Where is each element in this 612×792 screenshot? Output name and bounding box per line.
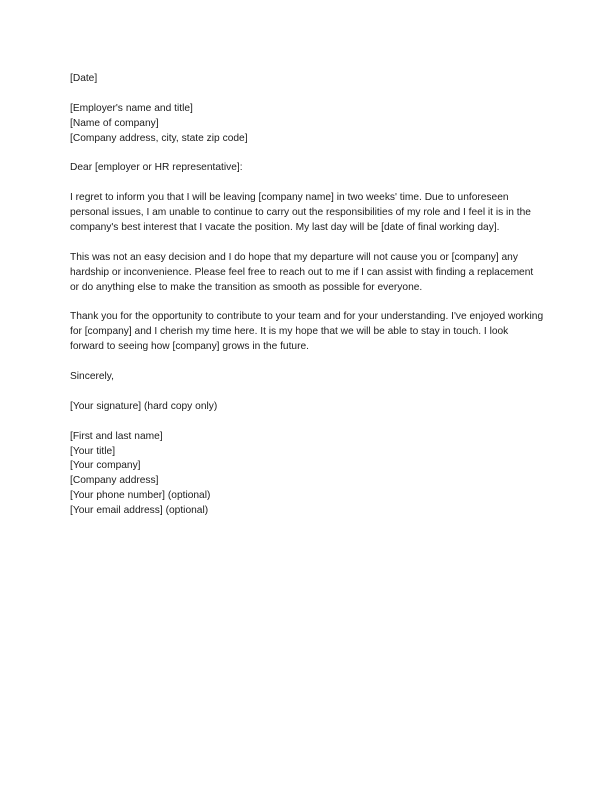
salutation-line: Dear [employer or HR representative]: [70,162,243,174]
signature-placeholder-line: [Your signature] (hard copy only) [70,400,218,412]
recipient-address-block [70,102,544,147]
body-paragraph-3 [70,310,544,355]
sender-phone-number: [Your phone number] (optional) [70,490,211,502]
salutation-block [70,161,544,176]
date-line: [Date] [70,73,98,84]
signature-block [70,400,544,415]
recipient-company-name: [Name of company] [70,117,159,129]
body-paragraph-2 [70,251,544,296]
sender-full-name: [First and last name] [70,430,163,442]
body-paragraph-1 [70,191,544,236]
closing-line: Sincerely, [70,371,114,383]
body-paragraph-2-text: This was not an easy decision and I do hope that my departure will not cause you or [company] any hardship or inconvenience. Please feel free to reach out to me if I can assist with finding a replacement or do anything else to make the transition as smooth as possible for everyone. [70,251,534,293]
recipient-name-and-title: [Employer's name and title] [70,102,193,114]
recipient-company-address: [Company address, city, state zip code] [70,132,248,144]
body-paragraph-1-text: I regret to inform you that I will be leaving [company name] in two weeks' time. Due to unforeseen personal issues, I am unable to continue to carry out the responsibilities of my role and I feel it is in the company's best interest that I vacate the position. My last day will be [date of final working day]. [70,192,531,234]
sender-email-address: [Your email address] (optional) [70,505,209,517]
sender-title: [Your title] [70,445,116,457]
closing-block [70,370,544,385]
sender-details-block [70,430,544,519]
body-paragraph-3-text: Thank you for the opportunity to contribute to your team and for your understanding. I've enjoyed working for [company] and I cherish my time here. It is my hope that we will be able to stay in touch. I look forward to seeing how [company] grows in the future. [70,311,544,353]
date-block [70,72,544,87]
sender-company: [Your company] [70,460,141,472]
letter-body [70,72,544,519]
sender-company-address: [Company address] [70,475,159,487]
